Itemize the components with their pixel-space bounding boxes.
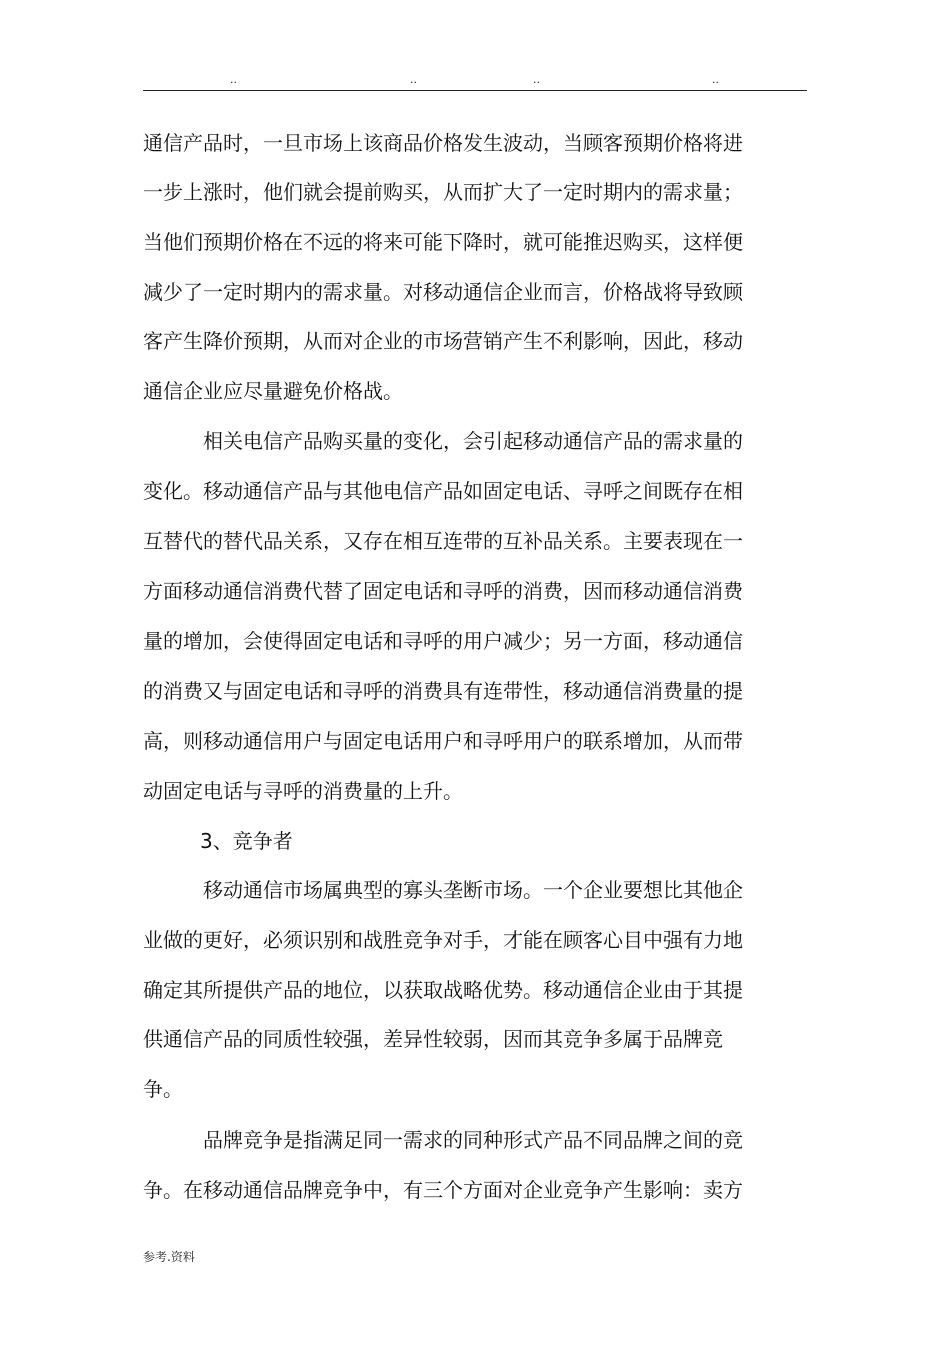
header-divider (143, 90, 807, 91)
text-line: 争。在移动通信品牌竞争中，有三个方面对企业竞争产生影响：卖方 (143, 1178, 743, 1202)
paragraph-first-line: 品牌竞争是指满足同一需求的同种形式产品不同品牌之间的竞 (203, 1128, 743, 1152)
text-line: 的消费又与固定电话和寻呼的消费具有连带性，移动通信消费量的提 (143, 679, 743, 703)
text-line: 互替代的替代品关系，又存在相互连带的互补品关系。主要表现在一 (143, 529, 743, 553)
text-line: 确定其所提供产品的地位，以获取战略优势。移动通信企业由于其提 (143, 978, 743, 1002)
text-line: 当他们预期价格在不远的将来可能下降时，就可能推迟购买，这样便 (143, 230, 743, 254)
text-line: 业做的更好，必须识别和战胜竞争对手，才能在顾客心目中强有力地 (143, 928, 743, 952)
text-line: 客产生降价预期，从而对企业的市场营销产生不利影响，因此，移动 (143, 329, 743, 353)
section-heading: 3、竞争者 (200, 829, 293, 853)
text-line: 一步上涨时，他们就会提前购买，从而扩大了一定时期内的需求量； (143, 180, 743, 204)
text-line: 通信企业应尽量避免价格战。 (143, 379, 403, 403)
header-mark: .. (230, 73, 237, 86)
text-line: 动固定电话与寻呼的消费量的上升。 (143, 779, 463, 803)
text-line: 争。 (143, 1077, 183, 1101)
text-line: 方面移动通信消费代替了固定电话和寻呼的消费，因而移动通信消费 (143, 579, 743, 603)
page-footer: 参考.资料 (143, 1250, 195, 1264)
paragraph-first-line: 相关电信产品购买量的变化，会引起移动通信产品的需求量的 (203, 429, 743, 453)
text-line: 变化。移动通信产品与其他电信产品如固定电话、寻呼之间既存在相 (143, 479, 743, 503)
page-header-marks (0, 72, 950, 88)
text-line: 减少了一定时期内的需求量。对移动通信企业而言，价格战将导致顾 (143, 280, 743, 304)
header-mark: .. (533, 73, 540, 86)
header-mark: .. (712, 73, 719, 86)
text-line: 供通信产品的同质性较强，差异性较弱，因而其竞争多属于品牌竞 (143, 1027, 723, 1051)
paragraph-first-line: 移动通信市场属典型的寡头垄断市场。一个企业要想比其他企 (203, 878, 743, 902)
text-line: 量的增加，会使得固定电话和寻呼的用户减少；另一方面，移动通信 (143, 629, 743, 653)
text-line: 通信产品时，一旦市场上该商品价格发生波动，当顾客预期价格将进 (143, 131, 743, 155)
header-mark: .. (410, 73, 417, 86)
text-line: 高，则移动通信用户与固定电话用户和寻呼用户的联系增加，从而带 (143, 729, 743, 753)
